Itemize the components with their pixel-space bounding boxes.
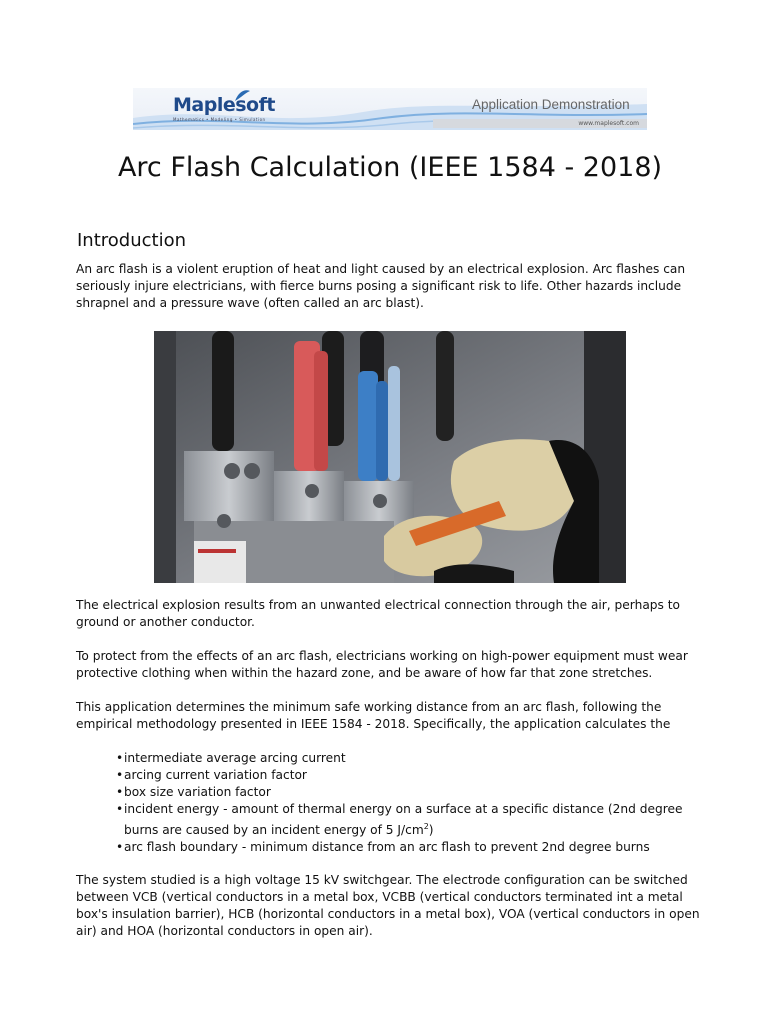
page-title: Arc Flash Calculation (IEEE 1584 - 2018)	[117, 152, 663, 183]
intro-paragraph: An arc flash is a violent eruption of heat and light caused by an electrical explosion. Arc flashes can seriously injure electricians, with fierce burns posing a significant risk to life. Other hazards include shrapnel and a pressure wave (often called an arc blast).	[76, 262, 686, 310]
calculation-list	[116, 750, 716, 856]
list-item-continuation	[124, 818, 716, 839]
continuation-end: )	[428, 823, 434, 838]
list-item-text: box size variation factor	[124, 785, 271, 799]
list-item	[116, 750, 716, 767]
list-item	[116, 839, 716, 856]
url-strip	[433, 119, 647, 128]
explosion-paragraph: The electrical explosion results from an unwanted electrical connection through the air, perhaps to ground or another conductor.	[76, 598, 680, 629]
system-paragraph: The system studied is a high voltage 15 kV switchgear. The electrode configuration can be switched between VCB (vertical conductors in a metal box, VCBB (vertical conductors terminated int a metal box's insulation barrier), HCB (horizontal conductors in a metal box), VOA (vertical conductors in open air) and HOA (horizontal conductors in open air).	[76, 873, 700, 938]
continuation-text: burns are caused by an incident energy of 5 J/cm	[124, 823, 424, 838]
maple-leaf-icon	[233, 89, 251, 103]
list-item-text: incident energy - amount of thermal energy on a surface at a specific distance (2nd degree	[124, 802, 683, 816]
logo-tagline: Mathematics • Modeling • Simulation	[173, 117, 266, 122]
arc-flash-photo	[154, 331, 626, 583]
list-item-text: intermediate average arcing current	[124, 751, 346, 765]
header-banner	[133, 88, 647, 130]
bullet-glyph: •	[116, 840, 124, 855]
bullet-glyph: •	[116, 751, 124, 765]
maplesoft-logo	[173, 94, 275, 116]
section-heading: Introduction	[77, 230, 187, 251]
list-item-text: arc flash boundary - minimum distance from an arc flash to prevent 2nd degree burns	[124, 840, 650, 855]
list-item	[116, 784, 716, 801]
bullet-glyph: •	[116, 768, 124, 782]
protection-paragraph: To protect from the effects of an arc flash, electricians working on high-power equipment must wear protective clothing when within the hazard zone, and be aware of how far that zone stretches.	[76, 649, 688, 680]
superscript: 2	[423, 822, 429, 831]
logo-text: Maplesoft	[173, 94, 275, 116]
application-paragraph: This application determines the minimum safe working distance from an arc flash, following the empirical methodology presented in IEEE 1584 - 2018. Specifically, the application calculates the	[76, 700, 671, 731]
bullet-glyph: •	[116, 785, 124, 799]
list-item	[116, 801, 716, 839]
bullet-glyph: •	[116, 802, 124, 816]
list-item	[116, 767, 716, 784]
list-item-text: arcing current variation factor	[124, 768, 307, 782]
banner-url: www.maplesoft.com	[578, 120, 639, 127]
banner-label: Application Demonstration	[472, 97, 630, 112]
